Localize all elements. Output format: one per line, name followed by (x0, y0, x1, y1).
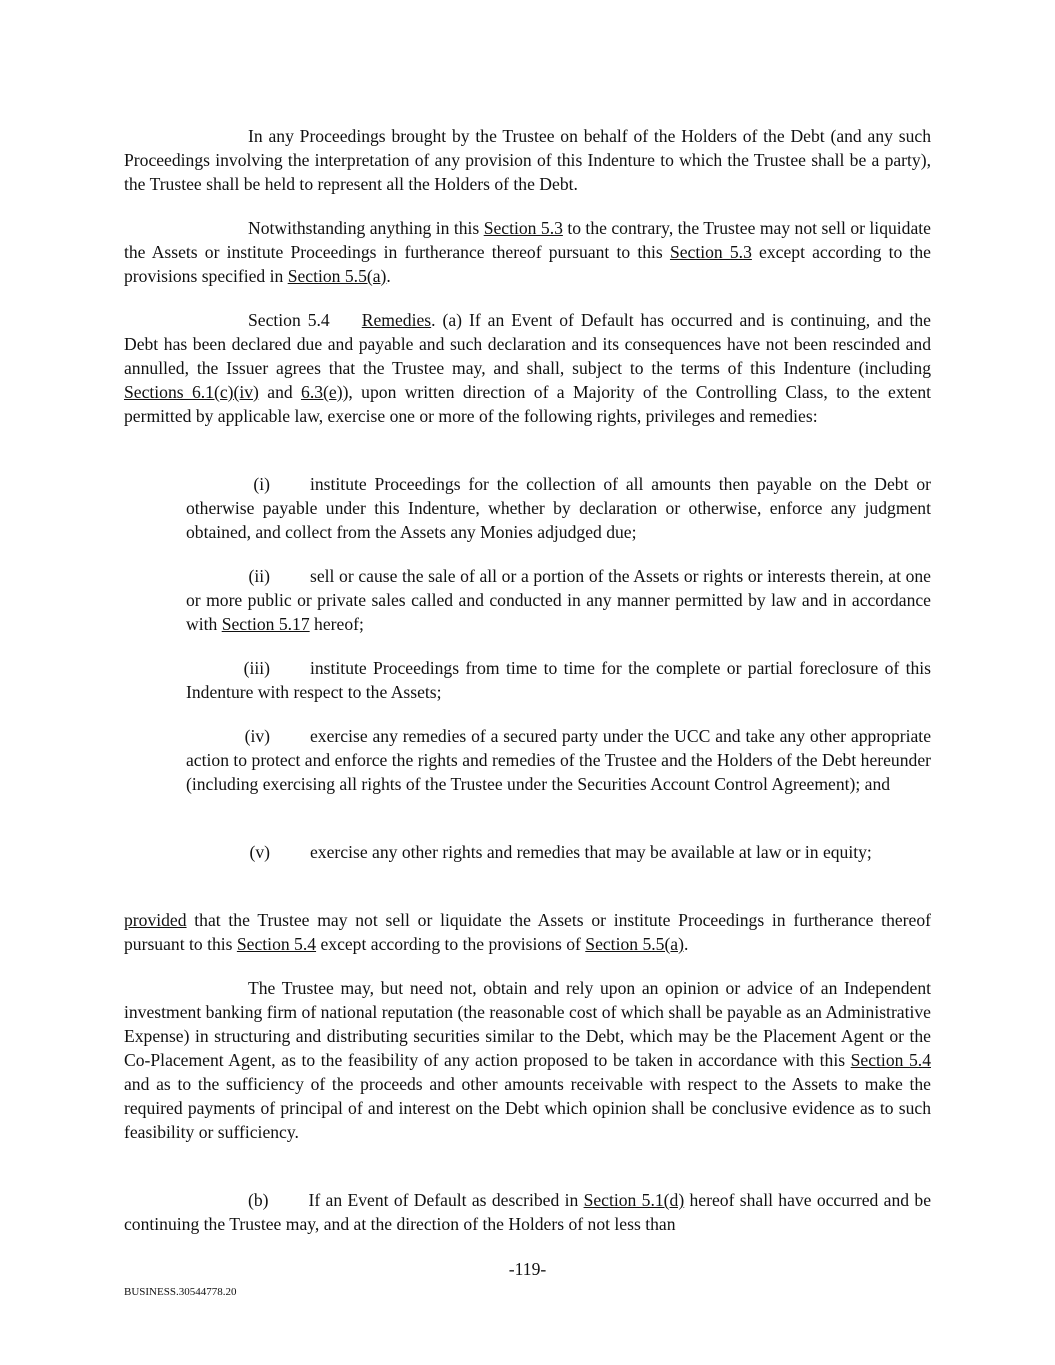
list-item-v: (v) exercise any other rights and remedies that may be available at law or in equity; (186, 840, 931, 864)
paragraph-section-5-3-limitation: Notwithstanding anything in this Section 5.3 to the contrary, the Trustee may not sell or liquidate the Assets or institute Proceedings in furtherance thereof pursuant to this Section 5.3 except according to the provisions specified in Section 5.5(a). (124, 218, 931, 286)
list-item-i: (i) institute Proceedings for the collection of all amounts then payable on the Debt or otherwise payable under this Indenture, whether by declaration or otherwise, enforce any judgment obtained, and collect from the Assets any Monies adjudged due; (186, 474, 931, 542)
list-item-ii: (ii) sell or cause the sale of all or a portion of the Assets or rights or interests therein, at one or more public or private sales called and conducted in any manner permitted by law and in accordance with Section 5.17 hereof; (186, 566, 931, 634)
list-number: (ii) (248, 566, 270, 586)
list-number: (iii) (243, 658, 270, 678)
cross-reference: Section 5.3 (483, 218, 563, 238)
cross-reference: Section 5.1(d) (583, 1190, 685, 1210)
document-id: BUSINESS.30544778.20 (124, 1286, 237, 1298)
cross-reference: Section 5.3 (669, 242, 752, 262)
section-heading: Remedies (361, 310, 432, 330)
paragraph-section-5-4-remedies: Section 5.4 Remedies. (a) If an Event of Default has occurred and is continuing, and the Debt has been declared due and payable and such declaration and its consequences have not been rescinded and annulled, the Issuer agrees that the Trustee may, and shall, subject to the terms of this Indenture (including Sections 6.1(c)(iv) and 6.3(e)), upon written direction of a Majority of the Controlling Class, to the extent permitted by applicable law, exercise one or more of the following rights, privileges and remedies: (124, 310, 931, 426)
list-number: (iv) (244, 726, 270, 746)
cross-reference: Section 5.4 (850, 1050, 931, 1070)
list-number: (i) (253, 474, 270, 494)
page-number: -119- (508, 1259, 547, 1279)
paragraph-representation: In any Proceedings brought by the Trustee on behalf of the Holders of the Debt (and any such Proceedings involving the interpretation of any provision of this Indenture to which the Trustee shall be a party), the Trustee shall be held to represent all the Holders of the Debt. (124, 126, 931, 194)
paragraph-opinion-advice: The Trustee may, but need not, obtain and rely upon an opinion or advice of an Independent investment banking firm of national reputation (the reasonable cost of which shall be payable as an Administrative Expense) in structuring and distributing securities similar to the Debt, which may be the Placement Agent or the Co-Placement Agent, as to the feasibility of any action proposed to be taken in accordance with this Section 5.4 and as to the sufficiency of the proceeds and other amounts receivable with respect to the Assets to make the required payments of principal of and interest on the Debt which opinion shall be conclusive evidence as to such feasibility or sufficiency. (124, 978, 931, 1142)
paragraph-clause-b: (b) If an Event of Default as described in Section 5.1(d) hereof shall have occurred and be continuing the Trustee may, and at the direction of the Holders of not less than (124, 1190, 931, 1234)
cross-reference: Sections 6.1(c)(iv) (124, 382, 259, 402)
clause-label: (b) (248, 1190, 269, 1210)
list-item-iii: (iii) institute Proceedings from time to time for the complete or partial foreclosure of this Indenture with respect to the Assets; (186, 658, 931, 702)
cross-reference: 6.3(e) (301, 382, 343, 402)
section-number: Section 5.4 (248, 310, 330, 330)
cross-reference: Section 5.5(a) (287, 266, 387, 286)
cross-reference: Section 5.4 (236, 934, 317, 954)
cross-reference: Section 5.5(a) (585, 934, 684, 954)
list-item-iv: (iv) exercise any remedies of a secured party under the UCC and take any other appropriate action to protect and enforce the rights and remedies of the Trustee and the Holders of the Debt hereunder (including exercising all rights of the Trustee under the Securities Account Control Agreement); and (186, 726, 931, 794)
list-number: (v) (249, 842, 270, 862)
paragraph-proviso: provided that the Trustee may not sell or liquidate the Assets or institute Proceedings in furtherance thereof pursuant to this Section 5.4 except according to the provisions of Section 5.5(a). (124, 910, 931, 954)
proviso-term: provided (124, 910, 187, 930)
cross-reference: Section 5.17 (221, 614, 310, 634)
